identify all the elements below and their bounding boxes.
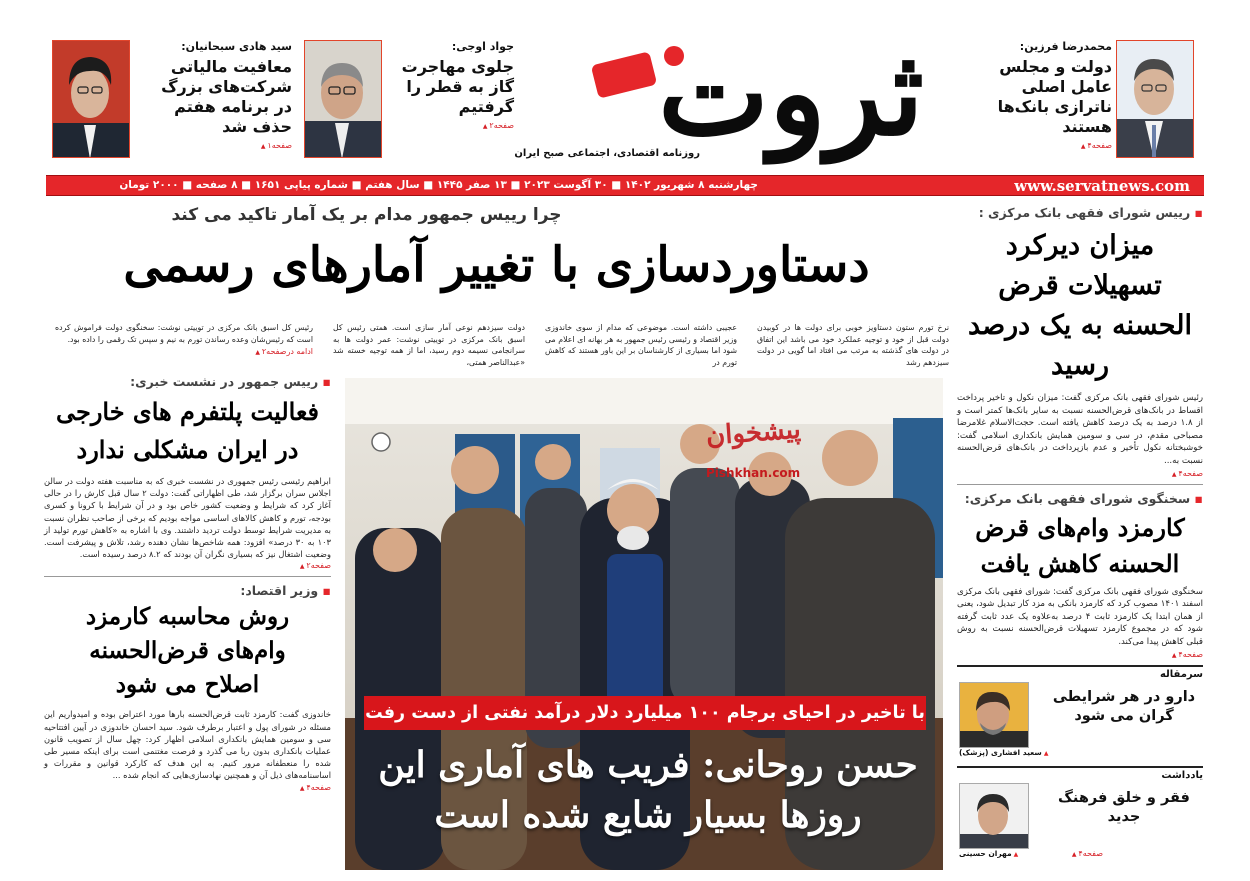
note-label: یادداشت bbox=[1161, 769, 1203, 781]
logo-wordmark: ثروت bbox=[657, 23, 924, 162]
divider bbox=[957, 766, 1203, 768]
lead-story[interactable] bbox=[44, 205, 949, 367]
promo-mid-author: جواد اوجی: bbox=[451, 40, 514, 53]
masthead bbox=[46, 23, 1204, 172]
left-story-2-page: صفحه۴ ▲ bbox=[44, 783, 331, 792]
divider bbox=[957, 665, 1203, 667]
logo[interactable] bbox=[514, 23, 964, 170]
note-byline: ▲ مهران حسینی bbox=[959, 849, 1018, 858]
left-story-1-headline: فعالیت پلتفرم های خارجی در ایران مشکلی ندارد bbox=[56, 397, 319, 464]
lead-supra-headline: چرا رییس جمهور مدام بر یک آمار تاکید می کند bbox=[171, 205, 562, 225]
promo-mid-text bbox=[390, 40, 514, 130]
watermark-logo: پیشخوان bbox=[705, 414, 802, 452]
lead-headline: دستاوردسازی با تغییر آمارهای رسمی bbox=[123, 237, 870, 293]
note-item[interactable] bbox=[957, 781, 1203, 859]
website-url[interactable]: www.servatnews.com bbox=[1014, 177, 1190, 195]
promo-mid[interactable] bbox=[304, 40, 514, 162]
note-page: صفحه۴ ▲ bbox=[1072, 849, 1103, 858]
divider bbox=[44, 576, 331, 577]
left-story-2-body: خاندوزی گفت: کارمزد ثابت قرض‌الحسنه بارها مورد اعتراض بوده و امیدواریم این مسئله در شورای پول و اعتبار برطرف شود. سید احسان خاندوزی در آیین افتتاحیه سی و سومین همایش بانکداری اسلامی اظهار کرد: چهل سال از تصویب قانون عملیات بانکداری بدون ربا می گذرد و فرصت مغتنمی است برای اینکه مسیر طی شده را منعطفانه مرور کنیم. به این هدف که کارکرد قوانین و مقررات و اساسنامه‌های ذیل آن و همچنین نهادسازی‌هایی که انجام شده ... bbox=[44, 709, 331, 781]
right-story-1-body: رئیس شورای فقهی بانک مرکزی گفت: میزان نکول و تاخیر پرداخت اقساط در بانک‌های قرض‌الحسنه نسبت به سایر بانک‌ها کمتر است و از ۱.۸ درصد به یک درصد کاهش یافته است. حجت‌الاسلام غلامرضا مصباحی مقدم، در سی و سومین همایش بانکداری اسلامی گفت: خوشبختانه نکول تأخیر و عدم بازپرداخت در بانک‌های قرض‌الحسنه نسبت به... bbox=[957, 393, 1203, 466]
right-story-1-kicker: ▪ رییس شورای فقهی بانک مرکزی : bbox=[957, 205, 1203, 220]
promo-left-headline: معافیت مالیاتی شرکت‌های بزرگ در برنامه هفتم حذف شد bbox=[161, 57, 292, 136]
promo-right-photo bbox=[1116, 40, 1194, 158]
editorial-headline: دارو در هر شرایطی گران می شود bbox=[1052, 688, 1196, 724]
left-story-1-body: ابراهیم رئیسی رئیس جمهوری در نشست خبری که به مناسبت هفته دولت در سالن اجلاس سران برگزار شد، طی اظهاراتی گفت: دولت ۲ سال قبل کارش را در حالی آغاز کرد که شرایط و وضعیت کشور خاص بود و در آن شرایط با کرونا و کسری بودجه، تورم و کاهش کالاهای اساسی مواجه بودیم که برخی از صاحب نظران نسبت به مدیریت شرایط توسط دولت تردید داشتند. وی با اشاره به «کاهش تورم تولید از ۱۰۳ به ۳۰ درصد» افزود: همه شاخص‌ها نشان دهنده رشد، تلاش و پیشرفت است. وضعیت اشتغال نیز که بسیاری نگران آن بودند که ۸.۲ درصد رسیده است. bbox=[44, 476, 331, 560]
right-story-2[interactable] bbox=[957, 491, 1203, 659]
editorial-byline: ▲ سعید افشاری (پزشک) bbox=[959, 748, 1048, 757]
right-story-2-headline: کارمزد وام‌های قرض الحسنه کاهش یافت bbox=[975, 512, 1185, 578]
lead-body-col-4-text: رئیس کل اسبق بانک مرکزی در توییتی نوشت: سخنگوی دولت فراموش کرده است که رئیس‌شان وعده رساندن تورم به نیم و سپس تک رقمی را داده بود. bbox=[55, 323, 313, 344]
promo-left-text bbox=[140, 40, 292, 150]
promo-right[interactable] bbox=[966, 40, 1204, 162]
lead-body-col-2: عجیبی داشته است. موضوعی که مدام از سوی خاندوزی وزیر اقتصاد و رئیسی رئیس جمهور به هر بهانه ای اعلام می شود اما بسیاری از کارشناسان بر این باور هستند که کاهش تورم در bbox=[545, 323, 737, 367]
promo-left-photo bbox=[52, 40, 130, 158]
right-story-1-page: صفحه۴ ▲ bbox=[957, 469, 1203, 478]
note-author-photo bbox=[959, 783, 1029, 849]
left-story-1-page: صفحه۲ ▲ bbox=[44, 561, 331, 570]
photo-red-caption: با تاخیر در احیای برجام ۱۰۰ میلیارد دلار درآمد نفتی از دست رفت bbox=[364, 696, 926, 730]
logo-tagline: روزنامه اقتصادی، اجتماعی صبح ایران bbox=[514, 148, 700, 159]
right-story-2-kicker: ▪ سخنگوی شورای فقهی بانک مرکزی: bbox=[957, 491, 1203, 506]
date-bar bbox=[46, 175, 1204, 196]
issue-date-line: چهارشنبه ۸ شهریور ۱۴۰۲ ■ ۳۰ آگوست ۲۰۲۳ ■ ۱۳ صفر ۱۴۴۵ ■ سال هفتم ■ شماره پیاپی ۱۶۵۱ ■ ۸ صفحه ■ ۲۰۰۰ تومان bbox=[119, 179, 758, 191]
promo-right-text bbox=[972, 40, 1112, 150]
promo-mid-photo bbox=[304, 40, 382, 158]
promo-right-author: محمدرضا فرزین: bbox=[1019, 40, 1112, 53]
left-story-2-headline: روش محاسبه کارمزد وام‌های قرض‌الحسنه اصلاح می شود bbox=[85, 603, 290, 699]
promo-mid-page: صفحه۲ ▲ bbox=[390, 121, 514, 130]
right-story-2-page: صفحه۴ ▲ bbox=[957, 650, 1203, 659]
left-story-1[interactable] bbox=[44, 374, 331, 570]
left-story-2[interactable] bbox=[44, 583, 331, 791]
promo-right-headline: دولت و مجلس عامل اصلی ناترازی بانک‌ها هستند bbox=[997, 57, 1112, 136]
lead-body-col-3: دولت سیزدهم نوعی آمار سازی است. همتی رئیس کل اسبق بانک مرکزی در توییتی نوشت: عمر دولت ها به سرانجامی نسیمه دوم رسید، اما از همه توجیه خسته شد «عبدالناصر همتی، bbox=[333, 323, 525, 367]
promo-left-page: صفحه۱ ▲ bbox=[140, 141, 292, 150]
right-column bbox=[957, 205, 1203, 859]
promo-left-author: سید هادی سبحانیان: bbox=[181, 40, 292, 53]
note-headline: فقر و خلق فرهنگ جدید bbox=[1058, 789, 1190, 825]
lead-body-columns bbox=[44, 322, 949, 372]
left-column bbox=[44, 374, 331, 792]
divider bbox=[957, 484, 1203, 485]
left-story-2-kicker: ▪ وزیر اقتصاد: bbox=[44, 583, 331, 598]
promo-left[interactable] bbox=[52, 40, 292, 162]
photo-headline: حسن روحانی: فریب های آماری این روزها بسیار شایع شده است bbox=[378, 744, 918, 836]
left-story-1-kicker: ▪ رییس جمهور در نشست خبری: bbox=[44, 374, 331, 389]
lead-body-col-1: نرخ تورم ستون دستاویز خوبی برای دولت ها در کوبیدن دولت قبل از خود و توجیه عملکرد خود می باشد این اتفاق در دولت های گذشته به مرتب می افتاد اما گویی در دولت سیزدهم رشد bbox=[757, 323, 949, 367]
editorial-item[interactable] bbox=[957, 680, 1203, 758]
logo-red-mark bbox=[591, 51, 657, 99]
watermark-url: Pishkhan.com bbox=[706, 466, 801, 480]
right-story-1-headline: میزان دیرکرد تسهیلات قرض الحسنه به یک درصد رسید bbox=[968, 230, 1192, 381]
promo-mid-headline: جلوی مهاجرت گاز به قطر را گرفتیم bbox=[401, 57, 514, 116]
lead-body-col-4 bbox=[55, 322, 313, 359]
editorial-label: سرمقاله bbox=[1159, 668, 1203, 680]
right-story-1[interactable] bbox=[957, 205, 1203, 478]
right-story-2-body: سخنگوی شورای فقهی بانک مرکزی گفت: شورای فقهی بانک مرکزی اسفند ۱۴۰۱ مصوب کرد که کارمزد بانکی به مزد کار تبدیل شود، یعنی از همان ابتدا یک کارمزد ثابت ۴ درصد به‌علاوه یک عدد ثابت گرفته شود که در مجموع کارمزد تسهیلات قرض‌الحسنه نسبت به روش قبلی کاهش پیدا می‌کند. bbox=[957, 586, 1203, 647]
promo-right-page: صفحه۴ ▲ bbox=[972, 141, 1112, 150]
lead-body-continue: ادامه درصفحه۲ ▲ bbox=[55, 346, 313, 359]
editorial-author-photo bbox=[959, 682, 1029, 748]
